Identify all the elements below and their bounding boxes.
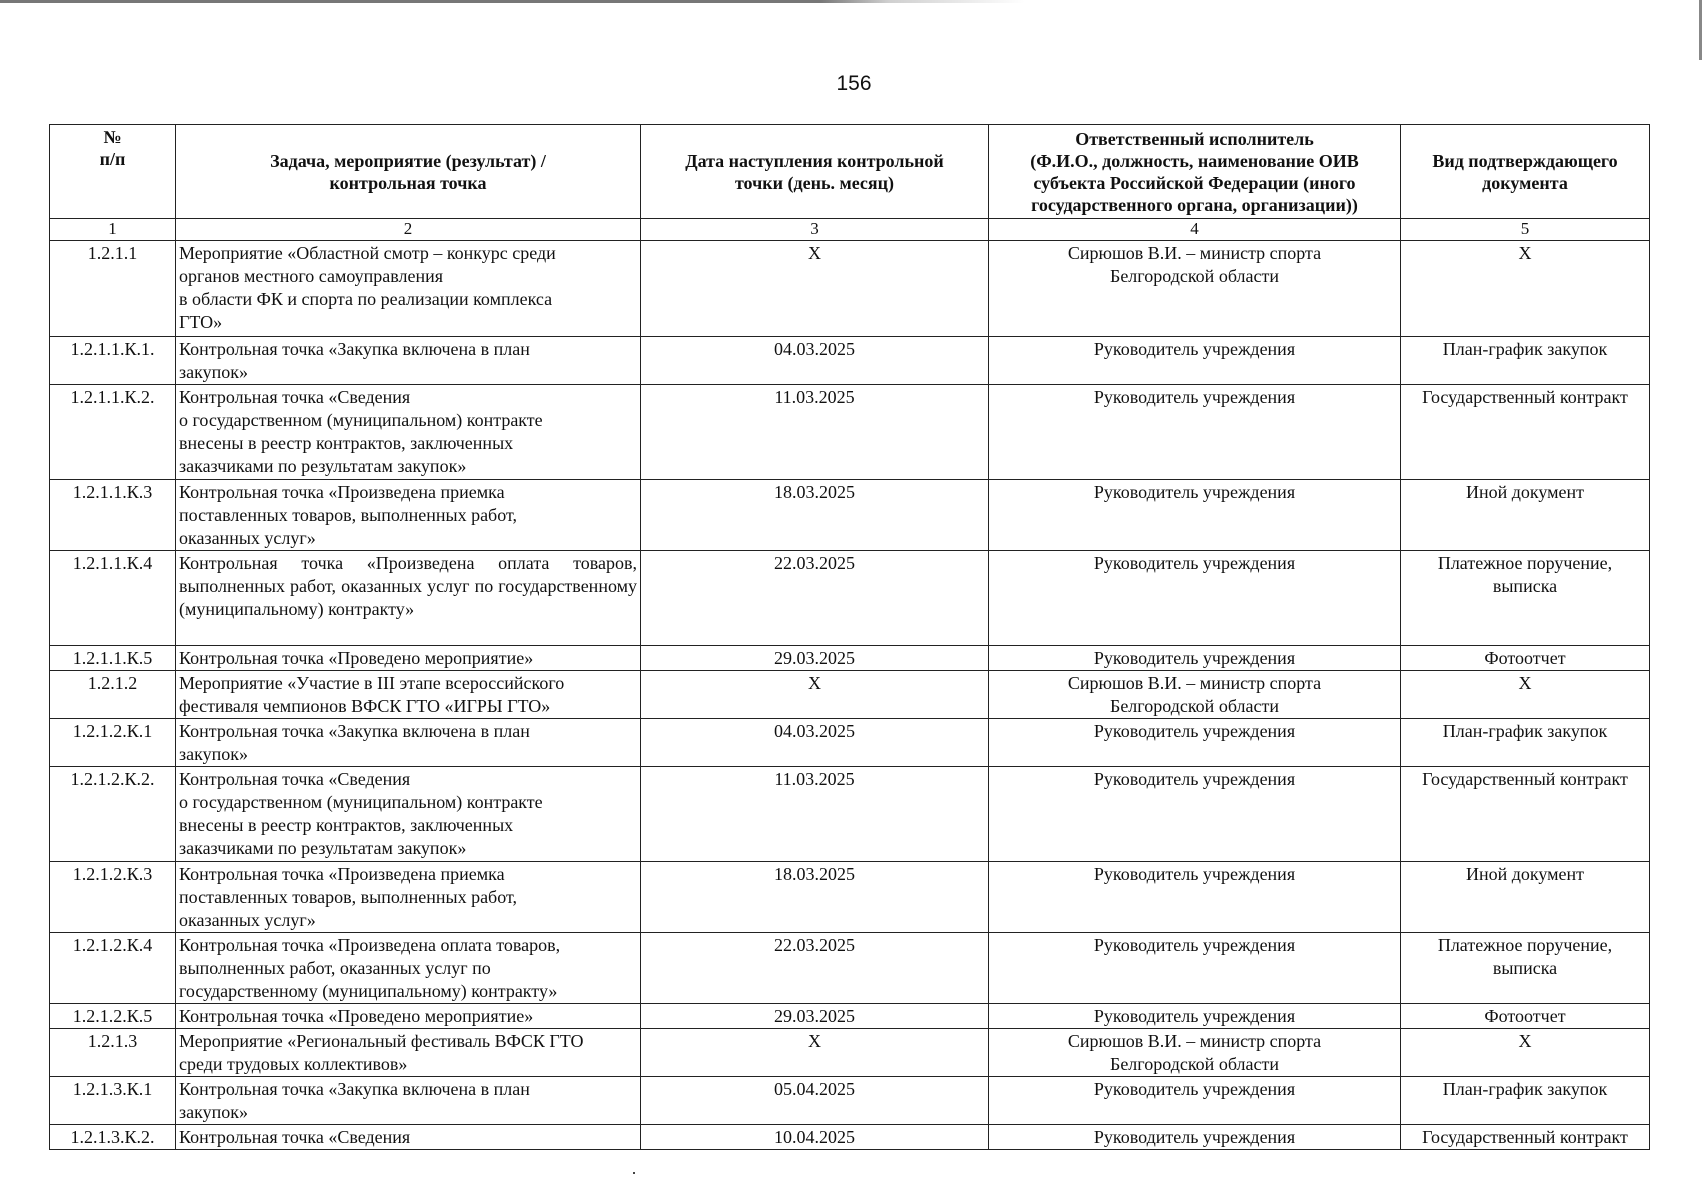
document-cell: Государственный контракт (1401, 1125, 1650, 1150)
responsible-cell: Руководитель учреждения (989, 1077, 1401, 1125)
task-cell: Контрольная точка «Произведена приемка поставленных товаров, выполненных работ, оказанных услуг» (176, 862, 641, 933)
table-row (50, 671, 1650, 719)
date-cell: Х (641, 671, 989, 719)
document-cell: План-график закупок (1401, 719, 1650, 767)
date-cell: 04.03.2025 (641, 719, 989, 767)
row-number-cell: 1.2.1.2.К.4 (50, 933, 176, 1004)
task-cell: Контрольная точка «Сведения о государственном (муниципальном) контракте внесены в реестр контрактов, заключенных заказчиками по результатам закупок» (176, 385, 641, 480)
date-cell: 18.03.2025 (641, 480, 989, 551)
document-cell: План-график закупок (1401, 337, 1650, 385)
header-cell-document: Вид подтверждающего документа (1401, 125, 1650, 219)
row-number-cell: 1.2.1.1.К.1. (50, 337, 176, 385)
date-cell: 11.03.2025 (641, 385, 989, 480)
responsible-cell: Руководитель учреждения (989, 1004, 1401, 1029)
table-row (50, 1125, 1650, 1150)
document-cell: Х (1401, 1029, 1650, 1077)
task-cell: Мероприятие «Региональный фестиваль ВФСК ГТО среди трудовых коллективов» (176, 1029, 641, 1077)
table-row (50, 1077, 1650, 1125)
row-number-cell: 1.2.1.2.К.5 (50, 1004, 176, 1029)
table-row (50, 551, 1650, 646)
document-cell: План-график закупок (1401, 1077, 1650, 1125)
page-number: 156 (836, 72, 872, 95)
document-cell: Иной документ (1401, 862, 1650, 933)
date-cell: 10.04.2025 (641, 1125, 989, 1150)
responsible-cell: Руководитель учреждения (989, 933, 1401, 1004)
table-row (50, 1029, 1650, 1077)
date-cell: 05.04.2025 (641, 1077, 989, 1125)
task-cell: Контрольная точка «Закупка включена в план закупок» (176, 719, 641, 767)
header-row (50, 125, 1650, 219)
table-row (50, 646, 1650, 671)
date-cell: 22.03.2025 (641, 933, 989, 1004)
document-cell: Фотоотчет (1401, 646, 1650, 671)
responsible-cell: Руководитель учреждения (989, 719, 1401, 767)
row-number-cell: 1.2.1.2 (50, 671, 176, 719)
header-cell-number: № п/п (50, 125, 176, 219)
responsible-cell: Руководитель учреждения (989, 862, 1401, 933)
date-cell: Х (641, 1029, 989, 1077)
date-cell: 11.03.2025 (641, 767, 989, 862)
date-cell: 22.03.2025 (641, 551, 989, 646)
date-cell: Х (641, 241, 989, 337)
column-number-cell: 5 (1401, 219, 1650, 241)
row-number-cell: 1.2.1.1.К.5 (50, 646, 176, 671)
task-cell: Контрольная точка «Закупка включена в план закупок» (176, 1077, 641, 1125)
control-points-table (49, 124, 1650, 1150)
header-cell-task: Задача, мероприятие (результат) / контрольная точка (176, 125, 641, 219)
task-cell: Контрольная точка «Проведено мероприятие» (176, 1004, 641, 1029)
date-cell: 04.03.2025 (641, 337, 989, 385)
column-number-cell: 2 (176, 219, 641, 241)
header-cell-responsible: Ответственный исполнитель (Ф.И.О., должность, наименование ОИВ субъекта Российской Федерации (иного государственного органа, организации)) (989, 125, 1401, 219)
document-cell: Государственный контракт (1401, 767, 1650, 862)
row-number-cell: 1.2.1.3.К.2. (50, 1125, 176, 1150)
row-number-cell: 1.2.1.1.К.3 (50, 480, 176, 551)
row-number-cell: 1.2.1.1 (50, 241, 176, 337)
document-cell: Х (1401, 671, 1650, 719)
task-cell: Контрольная точка «Закупка включена в план закупок» (176, 337, 641, 385)
document-cell: Государственный контракт (1401, 385, 1650, 480)
responsible-cell: Руководитель учреждения (989, 1125, 1401, 1150)
table-row (50, 385, 1650, 480)
document-cell: Фотоотчет (1401, 1004, 1650, 1029)
table-row (50, 719, 1650, 767)
table-row (50, 337, 1650, 385)
date-cell: 29.03.2025 (641, 646, 989, 671)
table-row (50, 862, 1650, 933)
table-row (50, 767, 1650, 862)
row-number-cell: 1.2.1.1.К.2. (50, 385, 176, 480)
scan-edge-right (1699, 0, 1702, 60)
responsible-cell: Сирюшов В.И. – министр спорта Белгородской области (989, 1029, 1401, 1077)
document-cell: Иной документ (1401, 480, 1650, 551)
row-number-cell: 1.2.1.2.К.3 (50, 862, 176, 933)
responsible-cell: Сирюшов В.И. – министр спорта Белгородской области (989, 241, 1401, 337)
responsible-cell: Сирюшов В.И. – министр спорта Белгородской области (989, 671, 1401, 719)
table-row (50, 1004, 1650, 1029)
date-cell: 29.03.2025 (641, 1004, 989, 1029)
scan-edge-top (0, 0, 1708, 3)
column-number-cell: 4 (989, 219, 1401, 241)
document-cell: Х (1401, 241, 1650, 337)
date-cell: 18.03.2025 (641, 862, 989, 933)
header-cell-date: Дата наступления контрольной точки (день. месяц) (641, 125, 989, 219)
task-cell: Контрольная точка «Сведения о государственном (муниципальном) контракте внесены в реестр контрактов, заключенных заказчиками по результатам закупок» (176, 767, 641, 862)
task-cell: Контрольная точка «Произведена оплата товаров, выполненных работ, оказанных услуг по государственному (муниципальному) контракту» (176, 933, 641, 1004)
responsible-cell: Руководитель учреждения (989, 767, 1401, 862)
responsible-cell: Руководитель учреждения (989, 646, 1401, 671)
task-cell: Контрольная точка «Произведена оплата товаров, выполненных работ, оказанных услуг по государственному (муниципальному) контракту» (176, 551, 641, 646)
scan-speck (633, 1172, 635, 1174)
column-numbers-row (50, 219, 1650, 241)
row-number-cell: 1.2.1.3 (50, 1029, 176, 1077)
row-number-cell: 1.2.1.2.К.2. (50, 767, 176, 862)
row-number-cell: 1.2.1.2.К.1 (50, 719, 176, 767)
task-cell: Контрольная точка «Произведена приемка поставленных товаров, выполненных работ, оказанных услуг» (176, 480, 641, 551)
task-cell: Контрольная точка «Проведено мероприятие» (176, 646, 641, 671)
table-body (50, 219, 1650, 1150)
task-cell: Мероприятие «Областной смотр – конкурс среди органов местного самоуправления в области ФК и спорта по реализации комплекса ГТО» (176, 241, 641, 337)
column-number-cell: 3 (641, 219, 989, 241)
responsible-cell: Руководитель учреждения (989, 551, 1401, 646)
table-row (50, 933, 1650, 1004)
row-number-cell: 1.2.1.1.К.4 (50, 551, 176, 646)
document-cell: Платежное поручение, выписка (1401, 933, 1650, 1004)
document-cell: Платежное поручение, выписка (1401, 551, 1650, 646)
responsible-cell: Руководитель учреждения (989, 480, 1401, 551)
table-row (50, 480, 1650, 551)
responsible-cell: Руководитель учреждения (989, 385, 1401, 480)
responsible-cell: Руководитель учреждения (989, 337, 1401, 385)
column-number-cell: 1 (50, 219, 176, 241)
table-row (50, 241, 1650, 337)
task-cell: Контрольная точка «Сведения (176, 1125, 641, 1150)
row-number-cell: 1.2.1.3.К.1 (50, 1077, 176, 1125)
task-cell: Мероприятие «Участие в III этапе всероссийского фестиваля чемпионов ВФСК ГТО «ИГРЫ ГТО» (176, 671, 641, 719)
